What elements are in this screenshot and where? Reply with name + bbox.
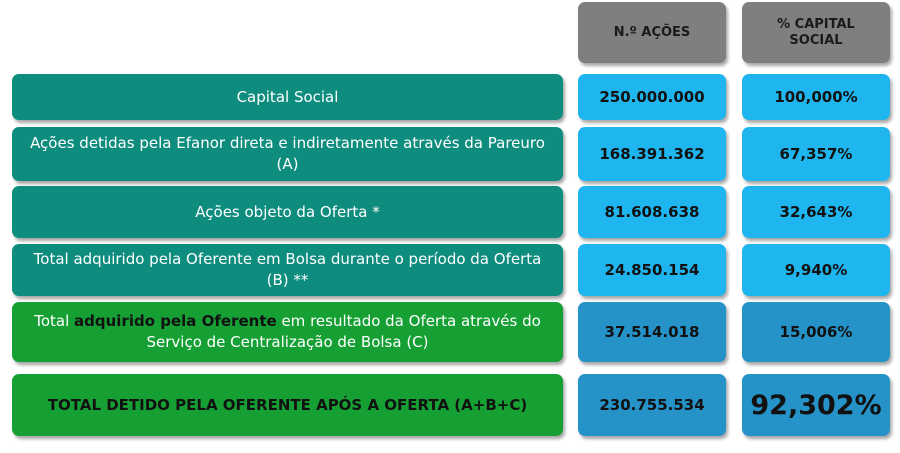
shares-value: 250.000.000 [599,88,705,106]
row-capital-offer [742,186,890,238]
capital-value: 100,000% [774,88,858,106]
row-shares-exchange [578,244,726,296]
row-label-text: Ações objeto da Oferta * [195,202,380,221]
row-label-text: Total adquirido pela Oferente em resultado da Oferta através do Serviço de Centralização de Bolsa (C) [34,312,541,351]
shares-value: 230.755.534 [599,396,705,414]
row-label-efanor-shares [12,127,563,181]
row-shares-capital-social [578,74,726,120]
row-shares-total [578,374,726,436]
shares-value: 81.608.638 [604,203,700,221]
row-capital-capital-social [742,74,890,120]
row-label-centralization-acquired [12,302,563,362]
row-label-text: TOTAL DETIDO PELA OFERENTE APÓS A OFERTA (A+B+C) [47,395,528,414]
capital-header-text: % CAPITAL SOCIAL [777,16,855,48]
capital-column-header [742,2,890,63]
row-label-text: Capital Social [236,87,339,106]
row-capital-centralization [742,302,890,362]
row-label-text: Ações detidas pela Efanor direta e indiretamente através da Pareuro (A) [30,134,545,173]
row-capital-total [742,374,890,436]
row-label-offer-shares [12,186,563,238]
row-label-capital-social [12,74,563,120]
row-shares-offer [578,186,726,238]
row-capital-efanor [742,127,890,181]
capital-value: 32,643% [779,203,853,221]
capital-value: 9,940% [784,261,848,279]
row-capital-exchange [742,244,890,296]
shares-value: 24.850.154 [604,261,700,279]
shares-column-header [578,2,726,63]
shares-header-text: N.º AÇÕES [613,24,691,40]
row-label-text: Total adquirido pela Oferente em Bolsa durante o período da Oferta (B) ** [33,250,542,289]
shares-value: 37.514.018 [604,323,700,341]
capital-value: 15,006% [779,323,853,341]
row-label-total-held [12,374,563,436]
row-shares-centralization [578,302,726,362]
capital-value: 92,302% [750,389,882,421]
row-shares-efanor [578,127,726,181]
capital-value: 67,357% [779,145,853,163]
shares-value: 168.391.362 [599,145,705,163]
row-label-exchange-acquired [12,244,563,296]
